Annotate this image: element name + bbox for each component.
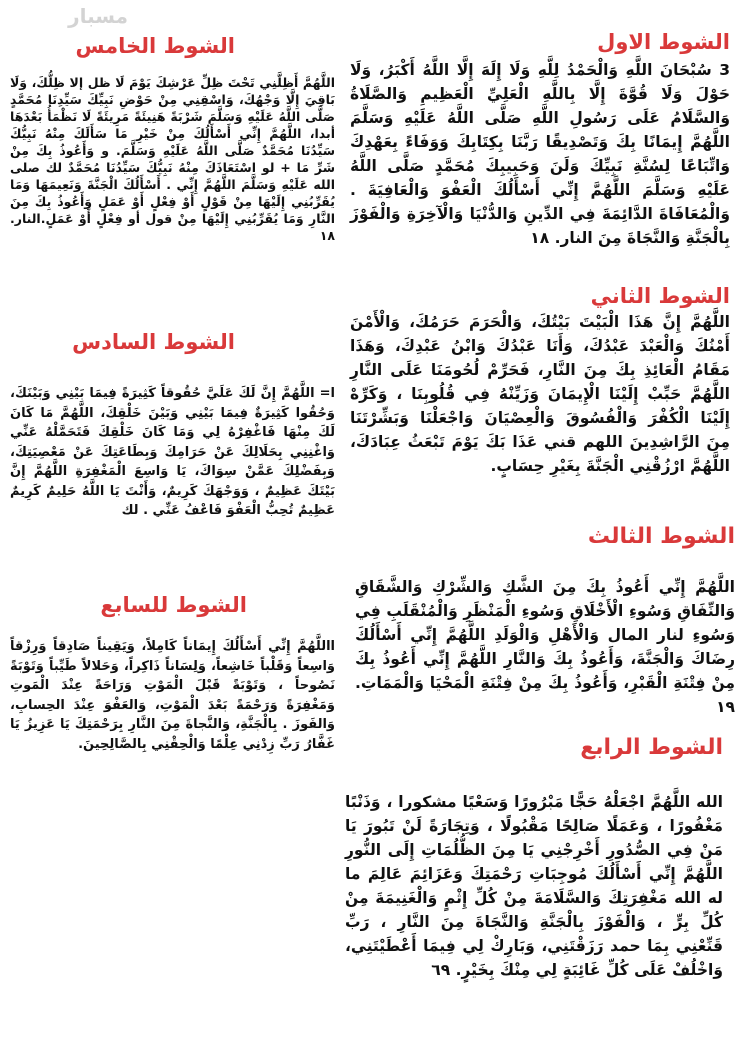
section-body: 3 سُبْحَانَ اللَّهِ وَالْحَمْدُ لِلَّهِ وَلَا إِلَهَ إِلَّا اللَّهُ أَكْبَرُ، وَلَا حَوْلَ وَلَا قُوَّةَ إِلَّا بِاللَّهِ الْعَلِيِّ الْعَظِيمِ وَالصَّلَاةُ وَالسَّلَامُ عَلَى رَسُولِ اللَّهِ صَلَّى اللَّهُ عَلَيْهِ وَسَلَّمَ اللَّهُمَّ إِيمَانًا بِكَ وَتَصْدِيقًا رَبَّنَا بِكِتَابِكَ وَوَفَاءً بِعَهْدِكَ وَاتِّبَاعًا لِسُنَّةِ نَبِيِّكَ وَلَنَ وَحَبِيبِكَ مُحَمَّدٍ صَلَّى اللَّهُ عَلَيْهِ وَسَلَّمَ اللَّهُمَّ إِنِّي أَسْأَلُكَ الْعَفْوَ وَالْعَافِيَةَ . وَالْمُعَافَاةَ الدَّائِمَةَ فِي الدِّينِ وَالدُّنْيَا وَالْآخِرَةِ وَالْفَوْزَ بِالْجَنَّةِ وَالنَّجَاةَ مِنَ النار. ١٨	[350, 61, 730, 247]
section-round-4	[345, 735, 723, 982]
section-round-6	[10, 330, 335, 521]
section-title: الشوط الثاني	[590, 284, 730, 308]
section-round-2	[350, 284, 730, 478]
section-title: الشوط الثالث	[587, 524, 735, 549]
section-round-3	[355, 524, 735, 719]
section-body: اللَّهُمَّ إِنَّ هَذَا الْبَيْتَ بَيْتُكَ، وَالْحَرَمَ حَرَمُكَ، وَالْأَمْنَ أَمْنُكَ وَالْعَبْدَ عَبْدُكَ، وَأَنَا عَبْدُكَ وَابْنُ عَبْدِكَ، وَهَذَا مَقَامُ الْعَائِذِ بِكَ مِنَ النَّارِ، فَحَرِّمْ لُحُومَنَا عَلَى النَّارِ اللَّهُمَّ حَبِّبْ إِلَيْنَا الْإِيمَانَ وَزَيِّنْهُ فِي قُلُوبِنَا ، وَكَرِّهْ إِلَيْنَا الْكُفْرَ وَالْفُسُوقَ وَالْعِصْيَانَ وَاجْعَلْنَا وَبَشِّرْتَنَا مِنَ الرَّاشِدِينَ اللهم قني عَذَا بَكَ يَوْمَ تَبْعَثُ عِبَادَكَ، اللَّهُمَّ ارْزُقْنِي الْجَنَّةَ بِغَيْرِ حِسَابٍ.	[350, 313, 730, 475]
section-body: ا= اللَّهُمَّ إِنَّ لَكَ عَلَيَّ حُقُوقاً كَثِيرَةً فِيمَا بَيْنِي وَبَيْنَكَ، وَحُقُوا كَثِيرَةٌ فِيمَا بَيْنِي وَبَيْنَ خَلْقِكَ، اللَّهُمَّ مَا كَانَ لَكَ مِنْهَا فَاغْفِرْهُ لِي وَمَا كَانَ خَلْقِكَ فَتَحَمَّلْهُ عَنِّي وَاغْنِنِي بِحَلَالِكَ عَنْ حَرَامِكَ وَبِطَاعَتِكَ عَنْ مَعْصِيَتِكَ، وَبِفَضْلِكَ عَمَّنْ سِوَاكَ، يَا وَاسِعَ الْمَغْفِرَةِ اللَّهُمَّ إِنَّ بَيْتَكَ عَظِيمٌ ، وَوَجْهَكَ كَرِيمٌ، وَأَنْتَ يَا اللَّهُ حَلِيمٌ كَرِيمٌ عَظِيمٌ تُحِبُّ الْعَفْوَ فَاعْفُ عَنِّي . لك	[10, 386, 335, 518]
section-round-7	[10, 593, 335, 754]
section-body: االلَّهُمَّ إِنِّي أَسْأَلُكَ إِيمَاناً كَامِلاً، وَيَقِيناً صَادِقاً وَرِزْقاً وَاسِعاً وَقَلْباً خَاشِعاً، وَلِسَاناً ذَاكِراً، وَحَلالاً طَيِّباً وَتَوْبَةً نَصُوحاً ، وَتَوْبَةً قَبْلَ الْمَوْتِ وَرَاحَةً عِنْدَ الْمَوتِ وَمَغْفِرَةً وَرَحْمَةً بَعْدَ الْمَوْتِ، وَالعَفْوَ عِنْدَ الحِسابِ، وَالفَوزَ . بِالْجَنَّةِ، وَالنَّجاةَ مِنَ النَّارِ بِرَحْمَتِكَ يَا عَزِيزُ يَا غَفَّارُ رَبِّ زِدْنِي عِلْمًا وَالْحِقْنِي بِالصَّالِحِينَ.	[10, 639, 335, 752]
watermark-logo: مسبار	[68, 4, 128, 28]
section-body: اللَّهُمَّ أَظِلَّنِي تَحْتَ ظِلِّ عَرْشِكَ يَوْمَ لَا ظل إلا ظِلُّكَ، وَلَا بَاقِيَ إِلَّا وَجْهُكَ، وَاسْقِنِي مِنْ حَوْضِ نَبِيِّكَ سَيِّدِنَا مُحَمَّدٍ صَلَّى اللَّهُ عَلَيْهِ وَسَلَّمَ شَرْبَةً هَنِيئَةً مَرِيئَةً لَا نَظْمَأُ بَعْدَهَا أبدا، اللَّهُمَّ إِنِّي أَسْأَلُكَ مِنْ خَيْرِ مَا سَأَلَكَ مِنْهُ نَبِيُّكَ سَيِّدُنَا مُحَمَّدٌ صَلَّى اللَّهُ عَلَيْهِ وَسَلَّمَ. و وَأَعُوذُ بِكَ مِنْ شَرِّ مَا + لو اسْتَعَاذَكَ مِنْهُ نَبِيُّكَ سَيِّدُنَا مُحَمَّدٌ لك صلى الله عَلَيْهِ وَسَلَّمَ اللَّهُمَّ إِنِّي . أَسْأَلُكَ الْجَنَّةَ وَنَعِيمَهَا وَمَا يُقَرِّبُنِي إِلَيْهَا مِنْ قَوْلٍ أَوْ فِعْلٍ أَوْ عَمَلٍ وَأَعُوذُ بِكَ مِنَ النَّارِ وَمَا يُقَرِّبُنِي إِلَيْهَا مِنْ قول أو فِعْلٍ أَوْ عَمَلٍ.النار. ١٨	[10, 75, 335, 243]
section-title: الشوط الاول	[597, 30, 730, 54]
section-body: اللَّهُمَّ إِنِّي أَعُوذُ بِكَ مِنَ الشَّكِ وَالشِّرْكِ وَالشَّقَاقِ وَالنِّفَاقِ وَسُوءِ الْأَخْلَاقِ وَسُوءِ الْمَنْظَرِ وَالْمُنْقَلَبِ فِي وَسُوءِ لنار المال وَالْأَهْلِ وَالْوَلَدِ اللَّهُمَّ إِنِّي أَسْأَلُكَ رِضَاكَ وَالْجَنَّةَ، وَأَعُوذُ بِكَ وَالنَّارِ اللَّهُمَّ إِنِّي أَعُوذُ بِكَ مِنْ فِتْنَةِ الْقَبْرِ، وَأَعُوذُ بِكَ مِنْ فِتْنَةِ الْمَحْيَا وَالْمَمَاتِ. ١٩	[355, 578, 735, 716]
section-round-5	[10, 34, 335, 244]
section-title: الشوط السادس	[72, 330, 235, 354]
section-title: الشوط الخامس	[75, 34, 235, 58]
section-body: الله اللَّهُمَّ اجْعَلْهُ حَجًّا مَبْرُورًا وَسَعْيًا مشكورا ، وَذَنْبًا مَغْفُورًا ، وَعَمَلًا صَالِحًا مَقْبُولًا ، وَتِجَارَةً لَنْ تَبُورَ يَا مَنْ فِي الصُّدُورِ أَخْرِجْنِي يَا مِنَ الظُّلُمَاتِ إِلَى النُّورِ اللَّهُمَّ إِنِّي أَسْأَلُكَ مُوجِبَاتِ رَحْمَتِكَ وَعَزَائِمَ عَالِمَ ما له الله مَغْفِرَتِكَ وَالسَّلَامَةَ مِنْ كُلِّ إِثْمٍ وَالْغَنِيمَةَ مِنْ كُلِّ بِرٍّ ، وَالْفَوْزَ بِالْجَنَّةِ وَالنَّجَاةَ مِنَ النَّارِ ، رَبِّ قَنِّعْنِي بِمَا حمد رَزَقْتَنِي، وَبَارِكْ لِي فِيمَا أَعْطَيْتَنِي، وَاخْلُفْ عَلَى كُلِّ غَائِبَةٍ لِي مِنْكَ بِخَيْرٍ. ٦٩	[345, 793, 723, 979]
section-title: الشوط للسابع	[100, 593, 247, 617]
section-title: الشوط الرابع	[580, 735, 723, 760]
section-round-1	[350, 30, 730, 250]
